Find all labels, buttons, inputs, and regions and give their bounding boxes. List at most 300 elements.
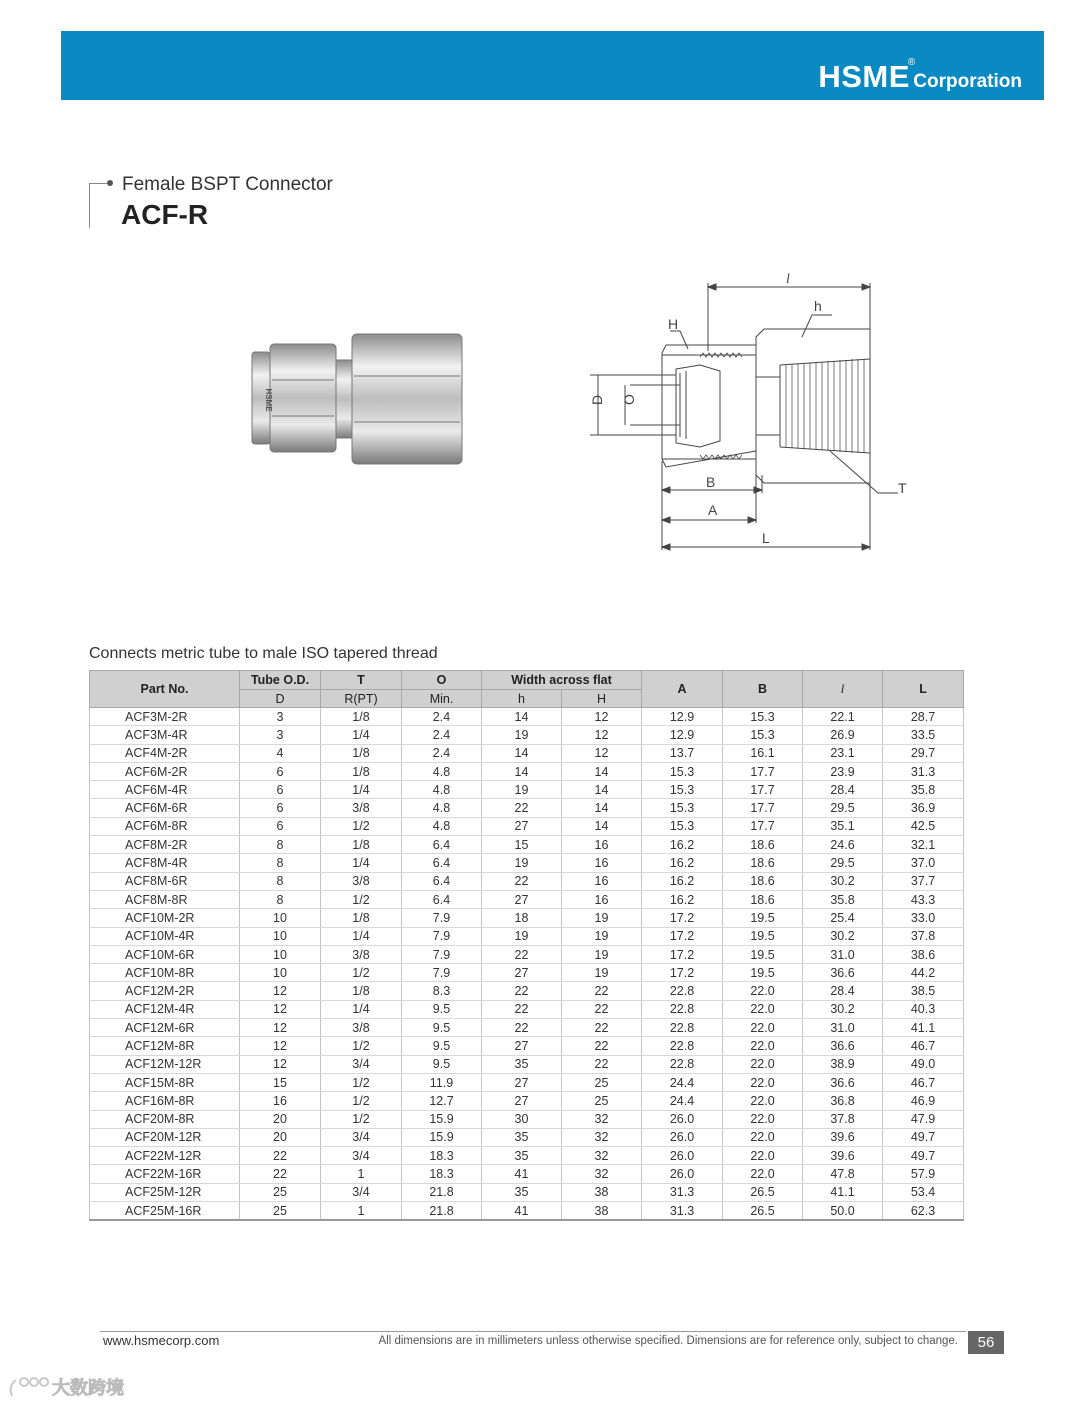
header-a: A [642,671,723,708]
cell-l-large: 35.8 [883,781,964,799]
table-row [90,726,964,744]
cell-o-min: 4.8 [402,799,482,817]
table-row [90,927,964,945]
technical-drawing [580,265,920,565]
cell-t: 1/2 [321,1073,402,1091]
cell-o-min: 7.9 [402,945,482,963]
cell-h-large: 16 [562,872,642,890]
cell-t: 1/2 [321,817,402,835]
cell-b: 17.7 [723,781,803,799]
label-o: O [621,394,637,405]
cell-o-min: 8.3 [402,982,482,1000]
registered-mark: ® [907,57,916,68]
cell-h-large: 19 [562,909,642,927]
cell-l-large: 40.3 [883,1000,964,1018]
cell-l-small: 50.0 [803,1202,883,1221]
table-row [90,1202,964,1221]
cell-h-small: 22 [482,872,562,890]
cell-a: 15.3 [642,799,723,817]
cell-o-min: 11.9 [402,1073,482,1091]
cell-h-small: 35 [482,1183,562,1201]
cell-t: 1/4 [321,1000,402,1018]
cell-l-large: 47.9 [883,1110,964,1128]
cell-l-small: 47.8 [803,1165,883,1183]
cell-part-no: ACF16M-8R [90,1092,240,1110]
cell-o-min: 4.8 [402,781,482,799]
cell-part-no: ACF8M-8R [90,890,240,908]
cell-t: 3/4 [321,1183,402,1201]
cell-a: 22.8 [642,982,723,1000]
brand-logo [818,59,1022,95]
cell-tube-od: 8 [240,872,321,890]
cell-o-min: 2.4 [402,744,482,762]
table-row [90,781,964,799]
cell-b: 22.0 [723,982,803,1000]
cell-part-no: ACF3M-4R [90,726,240,744]
table-row [90,817,964,835]
cell-o-min: 6.4 [402,872,482,890]
photo-marking: HSME [264,388,273,412]
cell-h-large: 22 [562,1037,642,1055]
cell-l-small: 36.6 [803,964,883,982]
cell-b: 22.0 [723,1092,803,1110]
cell-a: 22.8 [642,1055,723,1073]
cell-o-min: 9.5 [402,1019,482,1037]
cell-b: 26.5 [723,1202,803,1221]
cell-h-small: 14 [482,762,562,780]
cell-l-small: 36.6 [803,1073,883,1091]
title-rule-vertical [89,183,90,228]
header-o: O [402,671,482,690]
cell-l-small: 25.4 [803,909,883,927]
cell-h-large: 19 [562,927,642,945]
cell-l-small: 35.1 [803,817,883,835]
cell-a: 22.8 [642,1000,723,1018]
cell-o-min: 15.9 [402,1128,482,1146]
cell-l-small: 26.9 [803,726,883,744]
cell-h-small: 41 [482,1202,562,1221]
cell-l-small: 38.9 [803,1055,883,1073]
cell-o-min: 4.8 [402,762,482,780]
cell-h-small: 19 [482,854,562,872]
cell-l-large: 37.8 [883,927,964,945]
header-tube-od-sub: D [240,690,321,708]
cell-tube-od: 20 [240,1128,321,1146]
cell-l-small: 39.6 [803,1147,883,1165]
cell-part-no: ACF12M-8R [90,1037,240,1055]
cell-part-no: ACF25M-12R [90,1183,240,1201]
cell-tube-od: 8 [240,836,321,854]
cell-h-large: 12 [562,744,642,762]
cell-l-small: 29.5 [803,799,883,817]
cell-tube-od: 10 [240,945,321,963]
cell-h-large: 14 [562,781,642,799]
cell-b: 22.0 [723,1110,803,1128]
table-row [90,708,964,726]
brand-suffix: Corporation [913,71,1022,92]
label-t: T [898,480,907,496]
cell-part-no: ACF20M-8R [90,1110,240,1128]
cell-t: 1 [321,1202,402,1221]
cell-t: 3/8 [321,945,402,963]
header-tube-od: Tube O.D. [240,671,321,690]
cell-l-small: 37.8 [803,1110,883,1128]
cell-b: 19.5 [723,964,803,982]
cell-h-small: 22 [482,1000,562,1018]
table-row [90,799,964,817]
cell-o-min: 21.8 [402,1183,482,1201]
header-h-large: H [562,690,642,708]
cell-a: 12.9 [642,726,723,744]
cell-l-small: 28.4 [803,781,883,799]
table-row [90,945,964,963]
cell-a: 26.0 [642,1165,723,1183]
cell-l-large: 46.9 [883,1092,964,1110]
cell-b: 22.0 [723,1165,803,1183]
cell-part-no: ACF12M-4R [90,1000,240,1018]
header-part-no: Part No. [90,671,240,708]
table-row [90,1073,964,1091]
table-row [90,890,964,908]
label-l-small: l [786,272,790,287]
cell-h-small: 27 [482,1092,562,1110]
cell-l-small: 31.0 [803,945,883,963]
bullet-icon [107,180,113,186]
cell-l-small: 41.1 [803,1183,883,1201]
cell-t: 1/8 [321,744,402,762]
cell-l-small: 23.1 [803,744,883,762]
cell-h-small: 35 [482,1147,562,1165]
cell-a: 15.3 [642,817,723,835]
cell-h-large: 22 [562,1000,642,1018]
table-row [90,964,964,982]
cell-l-small: 30.2 [803,1000,883,1018]
cell-h-small: 27 [482,1037,562,1055]
cell-a: 17.2 [642,909,723,927]
table-row [90,1165,964,1183]
cell-t: 1/8 [321,836,402,854]
cell-a: 22.8 [642,1019,723,1037]
label-h-small: h [814,298,822,314]
cell-h-small: 22 [482,982,562,1000]
cell-part-no: ACF12M-12R [90,1055,240,1073]
cell-t: 1/8 [321,708,402,726]
cell-a: 26.0 [642,1128,723,1146]
cell-h-small: 22 [482,1019,562,1037]
cell-l-large: 33.5 [883,726,964,744]
cell-o-min: 9.5 [402,1000,482,1018]
cell-tube-od: 12 [240,1019,321,1037]
cell-tube-od: 22 [240,1147,321,1165]
cell-o-min: 12.7 [402,1092,482,1110]
cell-tube-od: 10 [240,964,321,982]
cell-o-min: 6.4 [402,836,482,854]
cell-part-no: ACF22M-12R [90,1147,240,1165]
table-row [90,1183,964,1201]
cell-t: 1/4 [321,854,402,872]
cell-l-large: 36.9 [883,799,964,817]
title-rule-horizontal [89,183,109,184]
cell-b: 22.0 [723,1000,803,1018]
cell-a: 26.0 [642,1147,723,1165]
cell-a: 17.2 [642,945,723,963]
cell-b: 22.0 [723,1037,803,1055]
cell-t: 3/8 [321,799,402,817]
product-subtitle: Female BSPT Connector [122,174,333,195]
cell-a: 26.0 [642,1110,723,1128]
cell-tube-od: 12 [240,1037,321,1055]
cell-tube-od: 20 [240,1110,321,1128]
cell-h-large: 14 [562,799,642,817]
cell-h-small: 22 [482,799,562,817]
cell-h-large: 12 [562,708,642,726]
header-l-large: L [883,671,964,708]
cell-tube-od: 6 [240,817,321,835]
cell-l-large: 33.0 [883,909,964,927]
cell-a: 13.7 [642,744,723,762]
cell-tube-od: 10 [240,927,321,945]
cell-part-no: ACF22M-16R [90,1165,240,1183]
table-row [90,909,964,927]
cell-l-small: 24.6 [803,836,883,854]
cell-part-no: ACF15M-8R [90,1073,240,1091]
table-row [90,836,964,854]
header-h-small: h [482,690,562,708]
cell-part-no: ACF8M-2R [90,836,240,854]
cell-tube-od: 15 [240,1073,321,1091]
table-row [90,1147,964,1165]
cell-b: 16.1 [723,744,803,762]
cell-t: 1/8 [321,982,402,1000]
cell-o-min: 2.4 [402,726,482,744]
cell-h-small: 15 [482,836,562,854]
cell-h-large: 32 [562,1110,642,1128]
cell-t: 1/4 [321,927,402,945]
cell-l-large: 41.1 [883,1019,964,1037]
cell-h-small: 30 [482,1110,562,1128]
cell-h-large: 22 [562,982,642,1000]
cell-h-large: 19 [562,964,642,982]
cell-l-small: 36.8 [803,1092,883,1110]
cell-l-large: 31.3 [883,762,964,780]
header-l-small: l [803,671,883,708]
cell-b: 18.6 [723,836,803,854]
cell-h-large: 38 [562,1183,642,1201]
cell-a: 16.2 [642,836,723,854]
cell-h-large: 16 [562,890,642,908]
label-b: B [706,474,716,490]
cell-o-min: 7.9 [402,909,482,927]
cell-h-large: 32 [562,1128,642,1146]
cell-l-small: 23.9 [803,762,883,780]
footer-note: All dimensions are in millimeters unless otherwise specified. Dimensions are for reference only, subject to change. [378,1335,958,1347]
header-width-across-flat: Width across flat [482,671,642,690]
cell-tube-od: 6 [240,799,321,817]
table-row [90,872,964,890]
cell-a: 24.4 [642,1092,723,1110]
cell-part-no: ACF10M-2R [90,909,240,927]
cell-l-small: 30.2 [803,927,883,945]
header-banner [61,31,1044,100]
footer-url[interactable]: www.hsmecorp.com [103,1333,220,1348]
cell-o-min: 6.4 [402,854,482,872]
cell-l-large: 49.0 [883,1055,964,1073]
cell-a: 17.2 [642,927,723,945]
cell-t: 3/4 [321,1128,402,1146]
cell-a: 16.2 [642,872,723,890]
cell-h-small: 14 [482,708,562,726]
label-h-large: H [668,316,679,332]
cell-b: 18.6 [723,854,803,872]
cell-h-large: 19 [562,945,642,963]
cell-l-large: 44.2 [883,964,964,982]
cell-part-no: ACF4M-2R [90,744,240,762]
cell-tube-od: 12 [240,1000,321,1018]
cell-tube-od: 16 [240,1092,321,1110]
cell-part-no: ACF6M-4R [90,781,240,799]
cell-o-min: 6.4 [402,890,482,908]
cell-l-large: 62.3 [883,1202,964,1221]
cell-l-large: 37.0 [883,854,964,872]
cell-h-small: 14 [482,744,562,762]
cell-h-large: 32 [562,1147,642,1165]
page-number: 56 [968,1331,1004,1354]
cell-h-large: 12 [562,726,642,744]
cell-a: 31.3 [642,1202,723,1221]
cell-o-min: 4.8 [402,817,482,835]
cell-h-small: 35 [482,1128,562,1146]
cell-b: 22.0 [723,1019,803,1037]
cell-t: 1/4 [321,726,402,744]
cell-o-min: 7.9 [402,964,482,982]
table-row [90,1019,964,1037]
cell-part-no: ACF20M-12R [90,1128,240,1146]
cell-a: 16.2 [642,854,723,872]
cell-l-large: 29.7 [883,744,964,762]
table-row [90,762,964,780]
cell-part-no: ACF6M-2R [90,762,240,780]
cell-a: 22.8 [642,1037,723,1055]
cell-t: 1/2 [321,1092,402,1110]
cell-b: 17.7 [723,799,803,817]
cell-l-large: 53.4 [883,1183,964,1201]
cell-l-large: 46.7 [883,1073,964,1091]
cell-t: 1/2 [321,1110,402,1128]
cell-tube-od: 4 [240,744,321,762]
cell-l-small: 29.5 [803,854,883,872]
header-t-sub: R(PT) [321,690,402,708]
cell-b: 19.5 [723,909,803,927]
cell-a: 16.2 [642,890,723,908]
cell-tube-od: 6 [240,762,321,780]
cell-o-min: 9.5 [402,1055,482,1073]
cell-tube-od: 22 [240,1165,321,1183]
cell-part-no: ACF12M-6R [90,1019,240,1037]
cell-t: 1/4 [321,781,402,799]
cell-h-small: 27 [482,817,562,835]
cell-l-large: 37.7 [883,872,964,890]
cell-o-min: 21.8 [402,1202,482,1221]
cell-b: 18.6 [723,890,803,908]
cell-h-large: 14 [562,817,642,835]
cell-o-min: 9.5 [402,1037,482,1055]
cell-tube-od: 3 [240,708,321,726]
brand-name: HSME [818,59,910,94]
cell-b: 18.6 [723,872,803,890]
cell-tube-od: 10 [240,909,321,927]
cell-t: 3/4 [321,1055,402,1073]
cell-t: 1/8 [321,909,402,927]
cell-tube-od: 8 [240,854,321,872]
cell-tube-od: 25 [240,1202,321,1221]
cell-b: 22.0 [723,1147,803,1165]
cell-b: 22.0 [723,1055,803,1073]
cell-t: 3/8 [321,1019,402,1037]
cell-h-small: 35 [482,1055,562,1073]
table-row [90,1037,964,1055]
watermark [8,1372,148,1402]
cell-h-large: 25 [562,1092,642,1110]
cell-part-no: ACF8M-6R [90,872,240,890]
cell-l-large: 42.5 [883,817,964,835]
cell-o-min: 7.9 [402,927,482,945]
label-l-large: L [762,530,770,546]
cell-b: 22.0 [723,1128,803,1146]
cell-part-no: ACF3M-2R [90,708,240,726]
cell-tube-od: 12 [240,1055,321,1073]
cell-l-large: 57.9 [883,1165,964,1183]
cell-l-large: 49.7 [883,1147,964,1165]
table-row [90,1055,964,1073]
table-caption: Connects metric tube to male ISO tapered thread [89,645,438,662]
cell-t: 1/2 [321,1037,402,1055]
cell-a: 31.3 [642,1183,723,1201]
cell-l-small: 31.0 [803,1019,883,1037]
cell-l-small: 30.2 [803,872,883,890]
cell-l-large: 49.7 [883,1128,964,1146]
header-t: T [321,671,402,690]
cell-h-small: 27 [482,890,562,908]
spec-table [89,670,964,1221]
cell-l-small: 35.8 [803,890,883,908]
cell-part-no: ACF12M-2R [90,982,240,1000]
cell-l-large: 43.3 [883,890,964,908]
cell-h-small: 27 [482,964,562,982]
table-row [90,1092,964,1110]
footer-rule [100,1331,966,1332]
cell-h-large: 14 [562,762,642,780]
cell-h-large: 16 [562,854,642,872]
cell-h-small: 18 [482,909,562,927]
header-b: B [723,671,803,708]
cell-b: 19.5 [723,927,803,945]
cell-part-no: ACF6M-6R [90,799,240,817]
cell-b: 15.3 [723,726,803,744]
cell-b: 22.0 [723,1073,803,1091]
table-row [90,744,964,762]
cell-h-small: 41 [482,1165,562,1183]
cell-h-small: 19 [482,726,562,744]
label-d: D [589,394,605,405]
cell-tube-od: 8 [240,890,321,908]
cell-tube-od: 6 [240,781,321,799]
cell-l-large: 32.1 [883,836,964,854]
cell-l-small: 39.6 [803,1128,883,1146]
table-row [90,1000,964,1018]
watermark-text: 大数跨境 [52,1378,124,1399]
cell-o-min: 18.3 [402,1147,482,1165]
cell-h-small: 22 [482,945,562,963]
